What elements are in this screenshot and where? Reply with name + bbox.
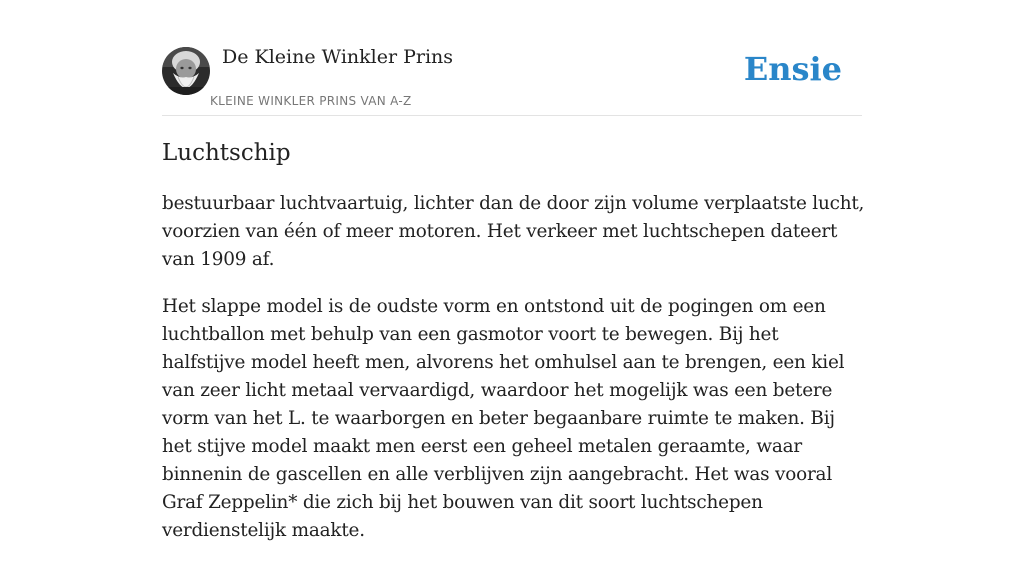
article xyxy=(162,136,866,564)
source-title[interactable]: De Kleine Winkler Prins xyxy=(222,46,454,68)
ensie-logo[interactable]: Ensie xyxy=(743,50,842,88)
article-paragraph: bestuurbaar luchtvaartuig, lichter dan de door zijn volume verplaatste lucht, voorzien van één of meer motoren. Het verkeer met luchtschepen dateert van 1909 af. xyxy=(162,193,865,270)
article-title: Luchtschip xyxy=(162,140,291,166)
article-paragraph: Het slappe model is de oudste vorm en ontstond uit de pogingen om een luchtballon met behulp van een gasmotor voort te bewegen. Bij het halfstijve model heeft men, alvorens het omhulsel aan te brengen, een kiel van zeer licht metaal vervaardigd, waardoor het mogelijk was een betere vorm van het L. te waarborgen en beter begaanbare ruimte te maken. Bij het stijve model maakt men eerst een geheel metalen geraamte, waar binnenin de gascellen en alle verblijven zijn aangebracht. Het was vooral Graf Zeppelin* die zich bij het bouwen van dit soort luchtschepen verdienstelijk maakte. xyxy=(162,296,845,541)
source-header xyxy=(162,0,862,116)
source-subtitle[interactable]: KLEINE WINKLER PRINS VAN A-Z xyxy=(210,94,412,108)
avatar[interactable] xyxy=(162,47,210,95)
